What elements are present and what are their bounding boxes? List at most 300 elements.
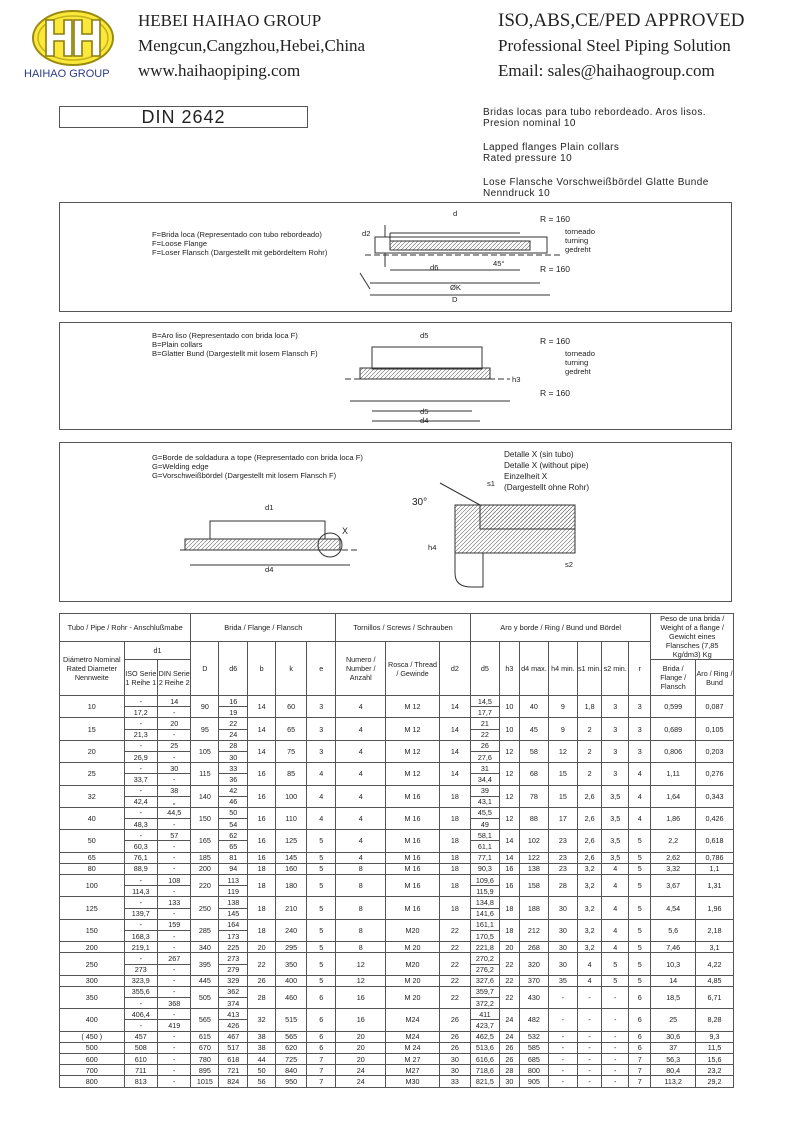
table-cell: 14,5 bbox=[470, 696, 499, 707]
table-cell: 482 bbox=[519, 1009, 548, 1031]
table-cell: 610 bbox=[124, 1054, 157, 1065]
table-cell: 273 bbox=[219, 953, 248, 964]
table-cell: 16 bbox=[248, 807, 276, 829]
company-contact bbox=[498, 8, 745, 83]
table-cell: 170,5 bbox=[470, 930, 499, 941]
table-cell: 14 bbox=[439, 718, 470, 740]
table-cell: 320 bbox=[519, 953, 548, 975]
table-cell: 22 bbox=[499, 986, 519, 1008]
table-cell: 0,786 bbox=[695, 852, 733, 863]
table-cell: 370 bbox=[519, 975, 548, 986]
table-cell: 8,28 bbox=[695, 1009, 733, 1031]
table-cell: 88,9 bbox=[124, 863, 157, 874]
table-cell: 2,2 bbox=[651, 830, 696, 852]
table-cell: 5 bbox=[629, 897, 651, 919]
table-cell: 210 bbox=[276, 897, 307, 919]
table-row bbox=[60, 763, 734, 774]
table-cell: 400 bbox=[60, 1009, 125, 1031]
table-cell: - bbox=[577, 1065, 602, 1076]
table-cell: 14 bbox=[439, 696, 470, 718]
table-cell: 95 bbox=[191, 718, 219, 740]
table-cell: 268 bbox=[519, 942, 548, 953]
table-cell: 4 bbox=[602, 863, 629, 874]
table-cell: 670 bbox=[191, 1042, 219, 1053]
table-cell: - bbox=[158, 964, 191, 975]
table-row bbox=[60, 942, 734, 953]
table-cell: M 16 bbox=[386, 863, 439, 874]
table-cell: - bbox=[124, 1020, 157, 1031]
table-cell: 1,11 bbox=[651, 763, 696, 785]
table-cell: 273 bbox=[124, 964, 157, 975]
table-cell: 16 bbox=[248, 785, 276, 807]
table-cell: 840 bbox=[276, 1065, 307, 1076]
table-cell: 8 bbox=[336, 897, 386, 919]
table-cell: 114,3 bbox=[124, 886, 157, 897]
table-cell: 2,6 bbox=[577, 807, 602, 829]
table-cell: 14 bbox=[439, 740, 470, 762]
table-cell: 110 bbox=[276, 807, 307, 829]
desc-en: Lapped flanges Plain collars Rated pressure 10 bbox=[483, 142, 620, 164]
table-cell: - bbox=[158, 1065, 191, 1076]
table-cell: 30 bbox=[548, 942, 577, 953]
table-cell: M 24 bbox=[386, 1042, 439, 1053]
table-cell: 905 bbox=[519, 1076, 548, 1087]
table-cell: 615 bbox=[191, 1031, 219, 1042]
table-cell: 33,7 bbox=[124, 774, 157, 785]
table-cell: 5 bbox=[602, 975, 629, 986]
table-cell: 16 bbox=[499, 863, 519, 874]
table-cell: M27 bbox=[386, 1065, 439, 1076]
table-cell: 56,3 bbox=[651, 1054, 696, 1065]
table-cell: 3 bbox=[629, 718, 651, 740]
table-cell: 462,5 bbox=[470, 1031, 499, 1042]
table-cell: 0,276 bbox=[695, 763, 733, 785]
table-body bbox=[60, 696, 734, 1088]
table-cell: - bbox=[577, 986, 602, 1008]
table-cell: 5 bbox=[629, 942, 651, 953]
table-cell: 6,71 bbox=[695, 986, 733, 1008]
table-cell: - bbox=[158, 819, 191, 830]
table-cell: 14 bbox=[499, 830, 519, 852]
table-cell: - bbox=[124, 998, 157, 1009]
table-cell: 5 bbox=[629, 975, 651, 986]
table-cell: 212 bbox=[519, 919, 548, 941]
table-cell: 185 bbox=[191, 852, 219, 863]
table-cell: 122 bbox=[519, 852, 548, 863]
table-cell: 1,86 bbox=[651, 807, 696, 829]
table-cell: 88 bbox=[519, 807, 548, 829]
table-row bbox=[60, 863, 734, 874]
table-cell: 5 bbox=[629, 830, 651, 852]
table-cell: 0,599 bbox=[651, 696, 696, 718]
table-cell: 18 bbox=[439, 785, 470, 807]
table-cell: 81 bbox=[219, 852, 248, 863]
table-cell: 115,9 bbox=[470, 886, 499, 897]
table-cell: 50 bbox=[219, 807, 248, 818]
table-cell: 20 bbox=[60, 740, 125, 762]
table-cell: 2,18 bbox=[695, 919, 733, 941]
table-cell: 3,1 bbox=[695, 942, 733, 953]
table-cell: 411 bbox=[470, 1009, 499, 1020]
table-cell: 3 bbox=[307, 718, 336, 740]
table-cell: 400 bbox=[276, 975, 307, 986]
table-cell: - bbox=[602, 1065, 629, 1076]
table-cell: 505 bbox=[191, 986, 219, 1008]
table-cell: 6 bbox=[629, 986, 651, 1008]
table-cell: 113 bbox=[219, 875, 248, 886]
table-cell: 44 bbox=[248, 1054, 276, 1065]
table-cell: - bbox=[577, 1042, 602, 1053]
table-cell: 8 bbox=[336, 942, 386, 953]
table-cell: 16 bbox=[336, 986, 386, 1008]
table-cell: 145 bbox=[219, 908, 248, 919]
col-group-weight: Peso de una brida / Weight of a flange / Gewicht eines Flansches (7,85 Kg/dm3) Kg bbox=[651, 614, 734, 660]
table-cell: 219,1 bbox=[124, 942, 157, 953]
table-cell: 374 bbox=[219, 998, 248, 1009]
table-cell: 4 bbox=[602, 875, 629, 897]
table-cell: M 16 bbox=[386, 875, 439, 897]
table-row bbox=[60, 953, 734, 964]
table-cell: 32 bbox=[248, 1009, 276, 1031]
table-cell: 7 bbox=[307, 1054, 336, 1065]
table-cell: 20 bbox=[499, 942, 519, 953]
table-cell: 33 bbox=[439, 1076, 470, 1087]
table-cell: 12 bbox=[499, 740, 519, 762]
table-cell: 49 bbox=[470, 819, 499, 830]
table-cell: - bbox=[602, 986, 629, 1008]
table-cell: 90,3 bbox=[470, 863, 499, 874]
col-group-ring: Aro y borde / Ring / Bund und Bördel bbox=[470, 614, 650, 642]
table-cell: 76,1 bbox=[124, 852, 157, 863]
table-cell: 4 bbox=[602, 942, 629, 953]
table-cell: 22 bbox=[248, 953, 276, 975]
table-cell: 7 bbox=[629, 1065, 651, 1076]
table-cell: 27,6 bbox=[470, 751, 499, 762]
table-cell: 5 bbox=[307, 953, 336, 975]
table-cell: 14 bbox=[499, 852, 519, 863]
table-cell: 125 bbox=[276, 830, 307, 852]
table-row bbox=[60, 975, 734, 986]
table-cell: 28 bbox=[248, 986, 276, 1008]
table-cell: 22 bbox=[439, 919, 470, 941]
table-cell: 138 bbox=[219, 897, 248, 908]
table-cell: 44,5 bbox=[158, 807, 191, 818]
table-cell: 10,3 bbox=[651, 953, 696, 975]
table-cell: 12 bbox=[336, 953, 386, 975]
standard-title: DIN 2642 bbox=[59, 106, 308, 128]
table-cell: 35 bbox=[548, 975, 577, 986]
finish-top: R = 160 bbox=[540, 214, 571, 224]
table-cell: M24 bbox=[386, 1009, 439, 1031]
table-cell: 0,426 bbox=[695, 807, 733, 829]
table-cell: 279 bbox=[219, 964, 248, 975]
desc-de: Lose Flansche Vorschweißbördel Glatte Bunde Nenndruck 10 bbox=[483, 177, 709, 199]
table-cell: 145 bbox=[276, 852, 307, 863]
finish-words-2: torneado turning gedreht bbox=[565, 349, 595, 376]
table-cell: 618 bbox=[219, 1054, 248, 1065]
table-cell: 85 bbox=[276, 763, 307, 785]
table-cell: 28 bbox=[219, 740, 248, 751]
company-address: Mengcun,Cangzhou,Hebei,China bbox=[138, 36, 366, 55]
table-cell: 5 bbox=[307, 942, 336, 953]
table-cell: 30 bbox=[439, 1054, 470, 1065]
table-cell: 395 bbox=[191, 953, 219, 975]
table-cell: 133 bbox=[158, 897, 191, 908]
table-cell: 23,2 bbox=[695, 1065, 733, 1076]
table-cell: 359,7 bbox=[470, 986, 499, 997]
table-cell: 23 bbox=[548, 863, 577, 874]
table-cell: 426 bbox=[219, 1020, 248, 1031]
table-cell: - bbox=[158, 852, 191, 863]
table-cell: 4 bbox=[629, 785, 651, 807]
col-group-screws: Tornillos / Screws / Schrauben bbox=[336, 614, 471, 642]
table-cell: 4 bbox=[307, 807, 336, 829]
table-cell: 3,2 bbox=[577, 919, 602, 941]
table-cell: 164 bbox=[219, 919, 248, 930]
table-row bbox=[60, 875, 734, 886]
table-cell: 45 bbox=[519, 718, 548, 740]
table-cell: 4 bbox=[336, 763, 386, 785]
table-cell: 467 bbox=[219, 1031, 248, 1042]
table-cell: 500 bbox=[60, 1042, 125, 1053]
table-cell: 362 bbox=[219, 986, 248, 997]
flange-drawing bbox=[60, 203, 733, 313]
company-website[interactable]: www.haihaopiping.com bbox=[138, 61, 301, 80]
table-cell: 4,22 bbox=[695, 953, 733, 975]
table-cell: 3 bbox=[629, 696, 651, 718]
table-cell: 12 bbox=[548, 740, 577, 762]
table-cell: 4 bbox=[577, 953, 602, 975]
table-cell: 18,5 bbox=[651, 986, 696, 1008]
table-row bbox=[60, 986, 734, 997]
table-cell: 0,618 bbox=[695, 830, 733, 852]
table-cell: 4 bbox=[602, 897, 629, 919]
table-cell: 22 bbox=[439, 975, 470, 986]
table-cell: 221,8 bbox=[470, 942, 499, 953]
table-cell: 1,96 bbox=[695, 897, 733, 919]
table-cell: 25 bbox=[60, 763, 125, 785]
table-cell: 32 bbox=[60, 785, 125, 807]
table-cell: 10 bbox=[499, 696, 519, 718]
table-cell: 18 bbox=[248, 919, 276, 941]
table-cell: 4 bbox=[336, 718, 386, 740]
table-cell: 18 bbox=[248, 897, 276, 919]
table-cell: 42,4 bbox=[124, 796, 157, 807]
table-cell: - bbox=[602, 1076, 629, 1087]
table-cell: 813 bbox=[124, 1076, 157, 1087]
table-cell: 4 bbox=[336, 785, 386, 807]
table-cell: - bbox=[124, 696, 157, 707]
table-cell: - bbox=[158, 841, 191, 852]
table-cell: 3,5 bbox=[602, 830, 629, 852]
table-cell: - bbox=[124, 740, 157, 751]
table-row bbox=[60, 897, 734, 908]
table-cell: 7,46 bbox=[651, 942, 696, 953]
table-cell: 159 bbox=[158, 919, 191, 930]
table-cell: - bbox=[124, 807, 157, 818]
table-cell: 3 bbox=[307, 696, 336, 718]
table-cell: 457 bbox=[124, 1031, 157, 1042]
table-cell: 824 bbox=[219, 1076, 248, 1087]
table-cell: 200 bbox=[60, 942, 125, 953]
table-cell: 14 bbox=[248, 718, 276, 740]
email[interactable]: Email: sales@haihaogroup.com bbox=[498, 61, 715, 80]
table-cell: 25 bbox=[158, 740, 191, 751]
table-cell: M20 bbox=[386, 953, 439, 975]
table-cell: 24 bbox=[499, 1009, 519, 1031]
table-cell: 285 bbox=[191, 919, 219, 941]
table-cell: 406,4 bbox=[124, 1009, 157, 1020]
table-cell: 22 bbox=[470, 729, 499, 740]
table-cell: „ bbox=[158, 796, 191, 807]
table-cell: 329 bbox=[219, 975, 248, 986]
table-cell: - bbox=[548, 1009, 577, 1031]
table-cell: 355,6 bbox=[124, 986, 157, 997]
table-cell: 7 bbox=[629, 1054, 651, 1065]
table-cell: 711 bbox=[124, 1065, 157, 1076]
table-cell: - bbox=[158, 1076, 191, 1087]
table-cell: 7 bbox=[307, 1065, 336, 1076]
collar-drawing bbox=[60, 323, 733, 431]
table-cell: 585 bbox=[519, 1042, 548, 1053]
table-cell: 57 bbox=[158, 830, 191, 841]
table-cell: M 16 bbox=[386, 852, 439, 863]
table-cell: 2,6 bbox=[577, 830, 602, 852]
table-cell: 150 bbox=[191, 807, 219, 829]
table-cell: 58,1 bbox=[470, 830, 499, 841]
dimensions-table: Tubo / Pipe / Rohr - Anschlußmabe Brida / Flange / Flansch Tornillos / Screws / Schrauben Aro y borde / Ring / Bund und Bördel Peso de una brida / Weight of a flange / Gewicht eines Flansches (7,85 Kg/dm3) Kg Diámetro Nominal Rated Diameter Nennweite d1 D d6 b k e Numero / Number / Anzahl Rosca / Thread / Gewinde d2 d5 h3 d4 max. h4 min. s1 min. s2 min. r ISO Serie 1 Reihe 1 DIN Serie 2 Reihe 2 Brida / Flange / Flansch Aro / Ring / Bund 10 - 14 90 16 14 60 3 4 M 12 14 14,5 10 40 9 1,8 3 3 0,599 0,087 17,2 - 19 17,7 15 - 20 95 22 14 65 3 4 M 12 14 21 10 45 9 2 3 3 0,689 0,105 21,3 - 24 22 20 - 25 105 28 14 75 3 4 M 12 14 26 12 58 12 2 3 3 0,806 0,203 26,9 - 30 27,6 25 - 30 115 33 16 85 4 4 M 12 14 31 12 68 15 2 3 4 1,11 0,276 33,7 - 36 34,4 32 - 38 140 42 16 100 4 4 M 16 18 39 12 78 15 2,6 3,5 4 1,64 0,343 42,4 „ 46 43,1 40 - 44,5 150 50 16 110 4 4 M 16 18 45,5 12 88 17 2,6 3,5 4 1,86 0,426 48,3 - 54 49 50 - 57 165 62 16 125 5 4 M 16 18 58,1 14 102 23 2,6 3,5 5 2,2 0,618 60,3 - 65 61,1 65 76,1 - 185 81 16 145 5 4 M 16 18 77,1 14 122 23 2,6 3,5 5 2,62 0,786 80 88,9 - 200 94 18 160 5 8 M 16 18 90,3 16 138 23 3,2 4 5 3,32 1,1 100 - 108 220 113 18 180 5 8 M 16 18 109,6 16 158 28 3,2 4 5 3,67 1,31 114,3 - 119 115,9 125 - 133 250 138 18 210 5 8 M 16 18 134,8 18 188 30 3,2 4 5 4,54 1,96 139,7 - 145 141,6 150 - 159 285 164 18 240 5 8 M20 22 161,1 18 212 30 3,2 4 5 5,6 2,18 168,3 - 173 170,5 200 219,1 - 340 225 20 295 5 8 M 20 22 221,8 20 268 30 3,2 4 5 7,46 3,1 250 - 267 395 273 22 350 5 12 M20 22 270,2 22 320 30 4 5 5 10,3 4,22 273 - 279 276,2 300 323,9 - 445 329 26 400 5 12 M 20 22 327,6 22 370 35 4 5 5 14 4,85 350 355,6 - 505 362 28 460 6 16 M 20 22 359,7 22 430 - - - 6 18,5 6,71 - 368 374 372,2 400 406,4 - 565 413 32 515 6 16 M24 26 411 24 482 - - - 6 25 8,28 - 419 426 423,7 ( 450 ) 457 - 615 467 38 565 6 20 M24 26 462,5 24 532 - - - 6 30,6 9,3 500 508 - 670 517 38 620 6 20 M 24 26 513,6 26 585 - - - 6 37 11,5 600 610 - 780 618 44 725 7 20 M 27 30 616,6 26 685 - - - 7 56,3 15,6 700 711 - 895 721 50 840 7 24 M27 30 718,6 28 800 - - - 7 80,4 23,2 800 813 - 1015 824 56 950 7 24 M30 33 821,5 30 905 - - - 7 113,2 29,2 bbox=[59, 613, 734, 1088]
table-cell: 38 bbox=[248, 1042, 276, 1053]
table-cell: 14 bbox=[248, 696, 276, 718]
table-cell: 68 bbox=[519, 763, 548, 785]
table-cell: 29,2 bbox=[695, 1076, 733, 1087]
table-cell: 821,5 bbox=[470, 1076, 499, 1087]
table-cell: - bbox=[602, 1042, 629, 1053]
table-cell: 7 bbox=[307, 1076, 336, 1087]
table-cell: 3,5 bbox=[602, 807, 629, 829]
table-cell: 26,9 bbox=[124, 751, 157, 762]
table-cell: 4 bbox=[577, 975, 602, 986]
logo-text: HAIHAO GROUP bbox=[24, 68, 110, 80]
table-cell: 0,105 bbox=[695, 718, 733, 740]
table-cell: 16 bbox=[336, 1009, 386, 1031]
table-cell: 125 bbox=[60, 897, 125, 919]
table-cell: 5 bbox=[629, 852, 651, 863]
table-cell: 12 bbox=[499, 785, 519, 807]
table-cell: - bbox=[124, 785, 157, 796]
table-cell: 46 bbox=[219, 796, 248, 807]
table-cell: 460 bbox=[276, 986, 307, 1008]
table-cell: 3 bbox=[307, 740, 336, 762]
table-cell: M 16 bbox=[386, 807, 439, 829]
table-cell: 16 bbox=[248, 852, 276, 863]
table-cell: 12 bbox=[499, 807, 519, 829]
table-cell: 300 bbox=[60, 975, 125, 986]
table-cell: 4 bbox=[629, 807, 651, 829]
table-row bbox=[60, 830, 734, 841]
table-cell: 17,7 bbox=[470, 707, 499, 718]
table-cell: - bbox=[124, 875, 157, 886]
table-cell: 1,64 bbox=[651, 785, 696, 807]
diagram-welding-edge: G=Borde de soldadura a tope (Representado con brida loca F) G=Welding edge G=Vorschweißbördel (Dargestellt mit losem Flansch F) d1 d4 X 30° h4 s2 s1 Detalle X (sin tubo) Detalle X (without pipe) Einzelheit X (Dargestellt ohne Rohr) bbox=[59, 442, 732, 602]
table-cell: - bbox=[158, 986, 191, 997]
table-cell: 5 bbox=[629, 875, 651, 897]
table-cell: - bbox=[158, 1054, 191, 1065]
table-cell: 22 bbox=[439, 986, 470, 1008]
table-cell: - bbox=[602, 1009, 629, 1031]
table-cell: 14 bbox=[439, 763, 470, 785]
table-cell: 24 bbox=[336, 1076, 386, 1087]
table-cell: - bbox=[577, 1054, 602, 1065]
table-cell: 1,1 bbox=[695, 863, 733, 874]
table-cell: 513,6 bbox=[470, 1042, 499, 1053]
table-cell: 267 bbox=[158, 953, 191, 964]
table-cell: 105 bbox=[191, 740, 219, 762]
table-cell: 24 bbox=[499, 1031, 519, 1042]
table-cell: 515 bbox=[276, 1009, 307, 1031]
table-cell: M 16 bbox=[386, 830, 439, 852]
table-cell: 220 bbox=[191, 875, 219, 897]
table-cell: M24 bbox=[386, 1031, 439, 1042]
standard-description bbox=[483, 107, 773, 212]
table-cell: 6 bbox=[307, 1031, 336, 1042]
table-cell: 565 bbox=[276, 1031, 307, 1042]
table-cell: 5 bbox=[629, 863, 651, 874]
table-cell: 4 bbox=[307, 785, 336, 807]
table-cell: 780 bbox=[191, 1054, 219, 1065]
table-row bbox=[60, 1009, 734, 1020]
detail-x-label: Detalle X (sin tubo) Detalle X (without pipe) Einzelheit X (Dargestellt ohne Rohr) bbox=[504, 450, 590, 492]
table-cell: - bbox=[158, 942, 191, 953]
table-cell: 24 bbox=[336, 1065, 386, 1076]
table-cell: 5 bbox=[307, 919, 336, 941]
table-cell: - bbox=[548, 986, 577, 1008]
table-cell: 950 bbox=[276, 1076, 307, 1087]
table-cell: 54 bbox=[219, 819, 248, 830]
welding-drawing bbox=[60, 443, 733, 603]
table-cell: 42 bbox=[219, 785, 248, 796]
table-cell: 16 bbox=[248, 830, 276, 852]
table-cell: 134,8 bbox=[470, 897, 499, 908]
table-cell: 3 bbox=[602, 696, 629, 718]
table-cell: 1,31 bbox=[695, 875, 733, 897]
table-cell: 16 bbox=[499, 875, 519, 897]
table-cell: 18 bbox=[439, 807, 470, 829]
table-cell: 150 bbox=[60, 919, 125, 941]
table-cell: 100 bbox=[276, 785, 307, 807]
table-cell: 9 bbox=[548, 696, 577, 718]
table-row bbox=[60, 740, 734, 751]
company-info bbox=[138, 8, 365, 83]
table-cell: 115 bbox=[191, 763, 219, 785]
table-cell: 18 bbox=[439, 863, 470, 874]
table-cell: 37 bbox=[651, 1042, 696, 1053]
legend-2: B=Aro liso (Representado con brida loca F) B=Plain collars B=Glatter Bund (Dargestellt mit losem Flansch F) bbox=[152, 331, 318, 358]
table-cell: 109,6 bbox=[470, 875, 499, 886]
table-cell: - bbox=[158, 886, 191, 897]
table-cell: 22 bbox=[219, 718, 248, 729]
table-cell: - bbox=[124, 718, 157, 729]
table-cell: 2,6 bbox=[577, 852, 602, 863]
table-cell: 6 bbox=[629, 1042, 651, 1053]
table-cell: 350 bbox=[276, 953, 307, 975]
table-cell: 895 bbox=[191, 1065, 219, 1076]
table-cell: 43,1 bbox=[470, 796, 499, 807]
slogan: Professional Steel Piping Solution bbox=[498, 36, 731, 55]
legend-3: G=Borde de soldadura a tope (Representado con brida loca F) G=Welding edge G=Vorschweißbördel (Dargestellt mit losem Flansch F) bbox=[152, 453, 363, 480]
table-cell: 3,2 bbox=[577, 897, 602, 919]
table-cell: - bbox=[124, 919, 157, 930]
